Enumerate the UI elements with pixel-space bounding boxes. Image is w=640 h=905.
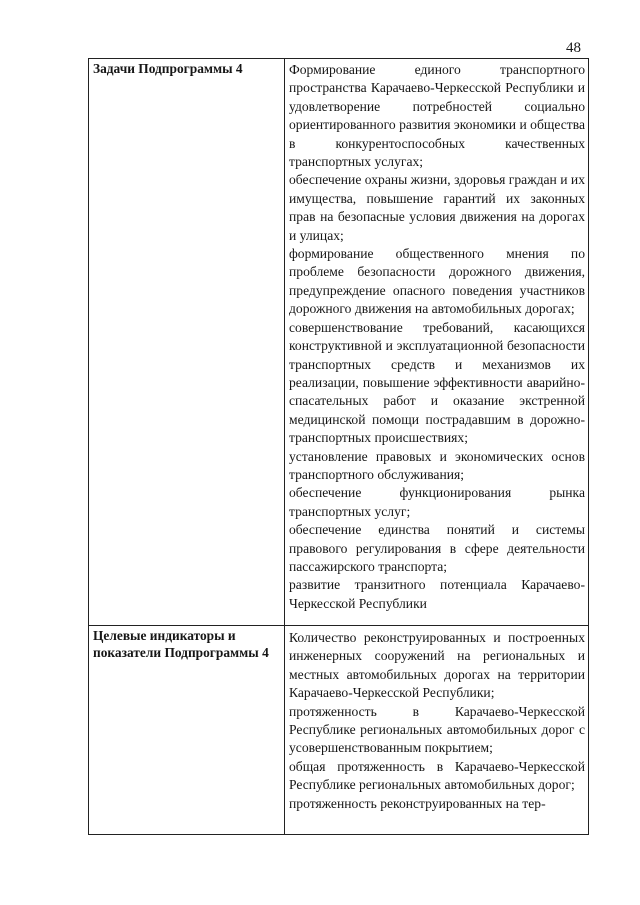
list-item: развитие транзитного потенциала Карачаево-Черкесской Республики bbox=[289, 577, 585, 611]
list-item: установление правовых и экономических основ транспортного обслуживания; bbox=[289, 448, 585, 482]
tasks-list bbox=[289, 59, 585, 613]
list-item: протяженность в Карачаево-Черкесской Республике региональных автомобильных дорог с усовершенствованным покрытием; bbox=[289, 703, 585, 756]
row-label-tasks: Задачи Подпрограммы 4 bbox=[93, 61, 243, 76]
program-table bbox=[88, 58, 589, 835]
page-number: 48 bbox=[566, 40, 581, 56]
list-item: Формирование единого транспортного пространства Карачаево-Черкесской Республики и удовлетворение потребностей социально ориентированного развития экономики и общества в конкурентоспособных качественных транспортных услугах; bbox=[289, 62, 585, 170]
list-item: обеспечение охраны жизни, здоровья граждан и их имущества, повышение гарантий их законных прав на безопасные условия движения на дорогах и улицах; bbox=[289, 172, 585, 243]
list-item: протяженность реконструированных на тер- bbox=[289, 795, 546, 811]
row-label-indicators: Целевые индикаторы и показатели Подпрограммы 4 bbox=[93, 628, 269, 660]
list-item: общая протяженность в Карачаево-Черкесской Республике региональных автомобильных дорог; bbox=[289, 758, 585, 793]
row-content-cell bbox=[285, 626, 589, 835]
list-item: обеспечение единства понятий и системы правового регулирования в сфере деятельности пассажирского транспорта; bbox=[289, 522, 585, 574]
indicators-list bbox=[289, 626, 585, 813]
row-label-cell bbox=[89, 59, 285, 626]
table-row-tasks bbox=[89, 59, 589, 626]
list-item: обеспечение функционирования рынка транспортных услуг; bbox=[289, 485, 585, 519]
list-item: формирование общественного мнения по проблеме безопасности дорожного движения, предупреждение опасного поведения участников дорожного движения на автомобильных дорогах; bbox=[289, 246, 585, 317]
table-row-indicators bbox=[89, 626, 589, 835]
row-content-cell bbox=[285, 59, 589, 626]
list-item: Количество реконструированных и построенных инженерных сооружений на региональных и местных автомобильных дорогах на территории Карачаево-Черкесской Республики; bbox=[289, 630, 585, 701]
list-item: совершенствование требований, касающихся конструктивной и эксплуатационной безопасности транспортных средств и механизмов их реализации, повышение эффективности аварийно-спасательных работ и оказание экстренной медицинской помощи пострадавшим в дорожно-транспортных происшествиях; bbox=[289, 319, 585, 446]
row-label-cell bbox=[89, 626, 285, 835]
